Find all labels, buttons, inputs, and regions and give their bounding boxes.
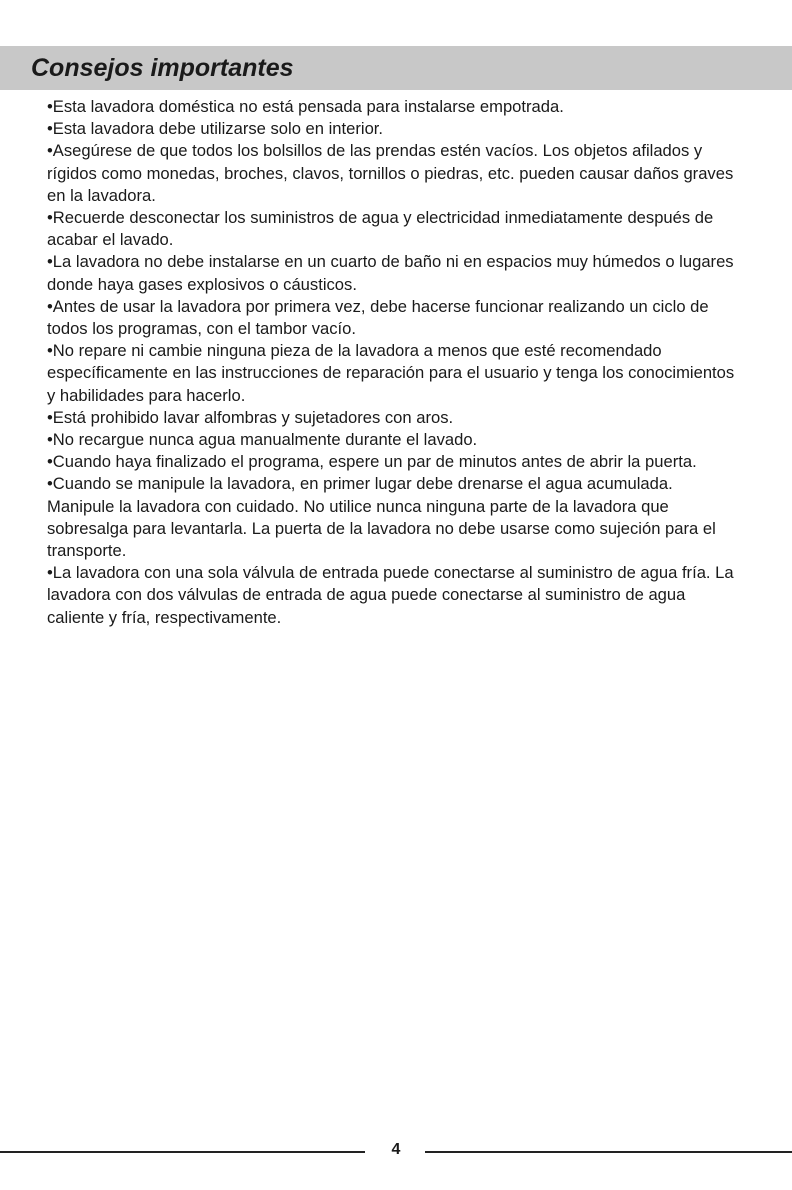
footer-rule-right (425, 1151, 792, 1153)
tip-item: •Está prohibido lavar alfombras y sujetadores con aros. (47, 407, 454, 427)
section-title: Consejos importantes (31, 54, 294, 82)
tip-item: •Esta lavadora doméstica no está pensada para instalarse empotrada. (47, 97, 564, 116)
tip-item: •No recargue nunca agua manualmente durante el lavado. (47, 430, 478, 450)
footer-rule-left (0, 1151, 365, 1153)
tip-item: •Cuando haya finalizado el programa, espere un par de minutos antes de abrir la puerta. (47, 452, 697, 472)
tip-item: •Antes de usar la lavadora por primera vez, debe hacerse funcionar realizando un ciclo de todos los programas, con el tambor vacío. (47, 296, 709, 339)
tip-item: •La lavadora con una sola válvula de entrada puede conectarse al suministro de agua fría. La lavadora con dos válvulas de entrada de agua puede conectarse al suministro de agua caliente y fría, respectivamente. (47, 563, 734, 627)
tip-item: •Recuerde desconectar los suministros de agua y electricidad inmediatamente después de acabar el lavado. (47, 208, 714, 250)
tip-item: •No repare ni cambie ninguna pieza de la lavadora a menos que esté recomendado específicamente en las instrucciones de reparación para el usuario y tenga los conocimientos y habilidades para hacerlo. (47, 341, 735, 405)
tip-item: •Esta lavadora debe utilizarse solo en interior. (47, 119, 384, 139)
tip-item: •La lavadora no debe instalarse en un cuarto de baño ni en espacios muy húmedos o lugares donde haya gases explosivos o cáusticos. (47, 252, 734, 294)
page-number: 4 (391, 1141, 401, 1158)
tip-item: •Cuando se manipule la lavadora, en primer lugar debe drenarse el agua acumulada. Manipule la lavadora con cuidado. No utilice nunca ninguna parte de la lavadora que sobresalga para levantarla. La puerta de la lavadora no debe usarse como sujeción para el transporte. (47, 474, 716, 561)
tips-list (47, 96, 737, 629)
tip-item: •Asegúrese de que todos los bolsillos de las prendas estén vacíos. Los objetos afilados y rígidos como monedas, broches, clavos, tornillos o piedras, etc. pueden causar daños graves en la lavadora. (47, 141, 734, 205)
